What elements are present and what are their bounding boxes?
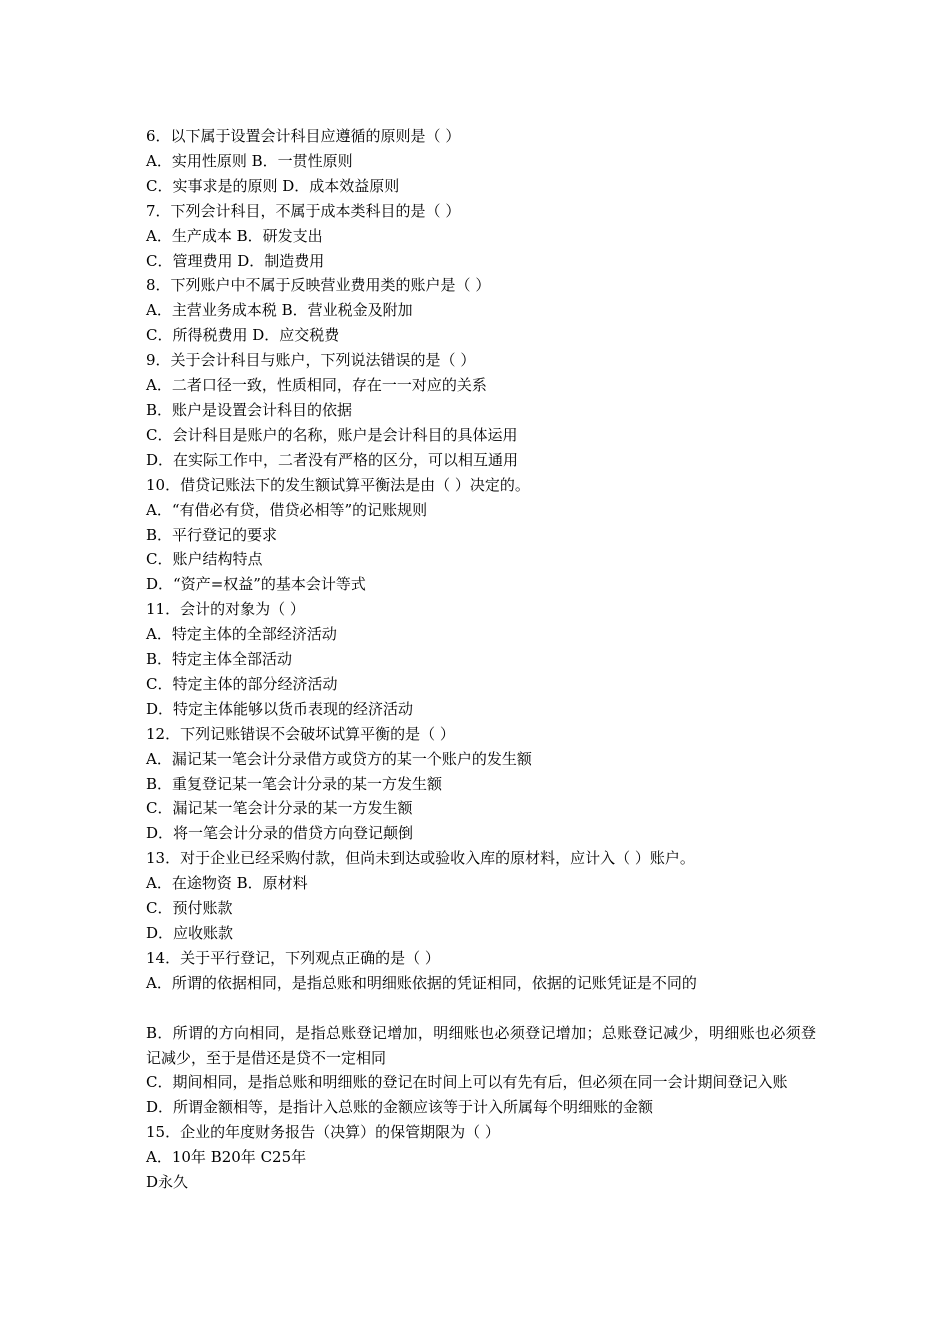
question-15-options-abc: A．10年 B20年 C25年 (146, 1148, 307, 1167)
question-10-option-b: B．平行登记的要求 (146, 525, 278, 544)
question-10-option-c: C．账户结构特点 (146, 550, 263, 569)
question-14-option-c: C．期间相同，是指总账和明细账的登记在时间上可以有先有后，但必须在同一会计期间登记入账 (146, 1073, 788, 1092)
question-7-options-cd: C．管理费用 D．制造费用 (146, 251, 325, 270)
question-11-option-c: C．特定主体的部分经济活动 (146, 674, 338, 693)
document-body (146, 124, 816, 1195)
question-9-stem: 9．关于会计科目与账户，下列说法错误的是（ ） (146, 351, 476, 370)
question-8-options-cd: C．所得税费用 D．应交税费 (146, 326, 340, 345)
question-14-stem: 14．关于平行登记，下列观点正确的是（ ） (146, 948, 440, 967)
question-7-options-ab: A．生产成本 B．研发支出 (146, 226, 323, 245)
question-8-stem: 8．下列账户中不属于反映营业费用类的账户是（ ） (146, 276, 491, 295)
question-10-option-d: D．“资产=权益”的基本会计等式 (146, 575, 366, 594)
question-6-options-cd: C．实事求是的原则 D．成本效益原则 (146, 176, 400, 195)
question-6-options-ab: A．实用性原则 B．一贯性原则 (146, 151, 353, 170)
question-14-option-a: A．所谓的依据相同，是指总账和明细账依据的凭证相同，依据的记账凭证是不同的 (146, 973, 697, 992)
question-7-stem: 7．下列会计科目，不属于成本类科目的是（ ） (146, 201, 461, 220)
paragraph-gap (146, 996, 816, 1021)
question-11-option-d: D．特定主体能够以货币表现的经济活动 (146, 699, 414, 718)
question-12-option-b: B．重复登记某一笔会计分录的某一方发生额 (146, 774, 443, 793)
question-12-option-c: C．漏记某一笔会计分录的某一方发生额 (146, 799, 413, 818)
question-9-option-d: D．在实际工作中，二者没有严格的区分，可以相互通用 (146, 450, 519, 469)
question-14-option-b: B．所谓的方向相同，是指总账登记增加，明细账也必须登记增加；总账登记减少，明细账也必须登记减少，至于是借还是贷不一定相同 (146, 1023, 816, 1067)
question-8-options-ab: A．主营业务成本税 B．营业税金及附加 (146, 301, 413, 320)
question-12-option-d: D．将一笔会计分录的借贷方向登记颠倒 (146, 824, 414, 843)
question-9-option-a: A．二者口径一致，性质相同，存在一一对应的关系 (146, 376, 487, 395)
question-12-stem: 12．下列记账错误不会破坏试算平衡的是（ ） (146, 724, 455, 743)
question-11-stem: 11．会计的对象为（ ） (146, 600, 305, 619)
question-10-option-a: A．“有借必有贷，借贷必相等”的记账规则 (146, 500, 428, 519)
question-9-option-b: B．账户是设置会计科目的依据 (146, 400, 353, 419)
question-13-options-ab: A．在途物资 B．原材料 (146, 874, 308, 893)
question-11-option-a: A．特定主体的全部经济活动 (146, 625, 337, 644)
question-13-option-d: D．应收账款 (146, 924, 234, 942)
question-13-stem: 13．对于企业已经采购付款，但尚未到达或验收入库的原材料，应计入（ ）账户。 (146, 849, 695, 868)
question-15-stem: 15．企业的年度财务报告（决算）的保管期限为（ ） (146, 1123, 500, 1142)
question-11-option-b: B．特定主体全部活动 (146, 650, 293, 669)
question-10-stem: 10．借贷记账法下的发生额试算平衡法是由（ ）决定的。 (146, 475, 530, 494)
question-15-option-d: D永久 (146, 1173, 189, 1192)
question-13-option-c: C．预付账款 (146, 899, 233, 918)
question-12-option-a: A．漏记某一笔会计分录借方或贷方的某一个账户的发生额 (146, 749, 532, 768)
question-14-option-d: D．所谓金额相等，是指计入总账的金额应该等于计入所属每个明细账的金额 (146, 1098, 654, 1117)
question-6-stem: 6．以下属于设置会计科目应遵循的原则是（ ） (146, 127, 461, 145)
question-9-option-c: C．会计科目是账户的名称，账户是会计科目的具体运用 (146, 425, 518, 444)
